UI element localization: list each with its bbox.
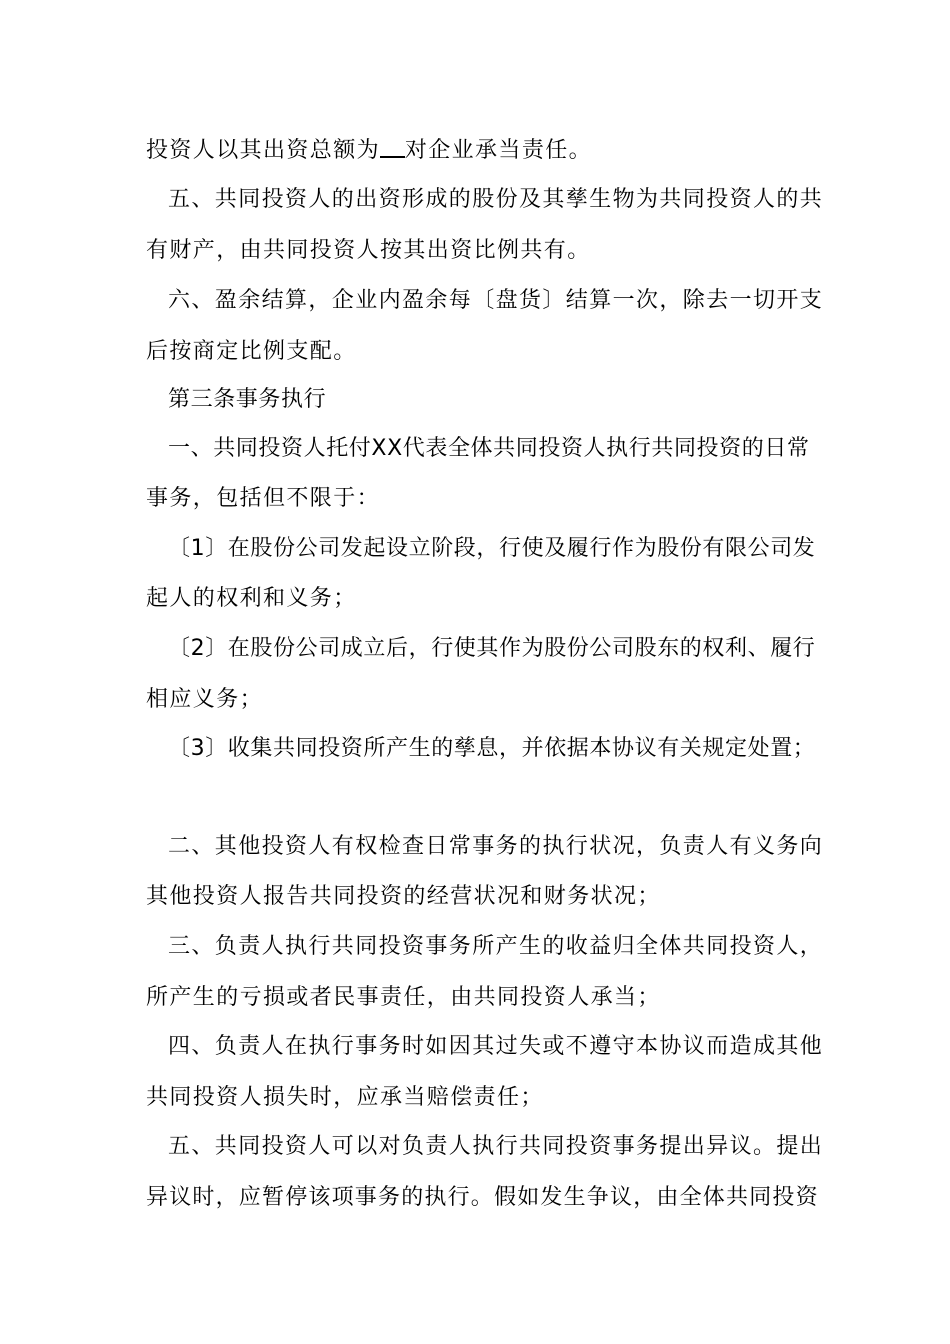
- text-line: 事务，包括但不限于：: [146, 486, 381, 511]
- text-line: 共同投资人损失时，应承当赔偿责任；: [146, 1085, 544, 1110]
- section-heading: 第三条事务执行: [168, 387, 327, 412]
- paragraph-line: 五、共同投资人可以对负责人执行共同投资事务提出异议。提出: [168, 1134, 824, 1159]
- text-line: [146, 136, 592, 166]
- text-line: 异议时，应暂停该项事务的执行。假如发生争议，由全体共同投资: [146, 1185, 819, 1210]
- paragraph-line: 六、盈余结算，企业内盈余每〔盘货〕结算一次，除去一切开支: [168, 288, 824, 313]
- text-line: 其他投资人报告共同投资的经营状况和财务状况；: [146, 884, 661, 909]
- list-item-line: 〔1〕在股份公司发起设立阶段，行使及履行作为股份有限公司发: [168, 536, 816, 561]
- paragraph-line: 二、其他投资人有权检查日常事务的执行状况，负责人有义务向: [168, 834, 824, 859]
- text-line: 所产生的亏损或者民事责任，由共同投资人承当；: [146, 985, 661, 1010]
- paragraph-line: 三、负责人执行共同投资事务所产生的收益归全体共同投资人，: [168, 934, 824, 959]
- paragraph-line: 四、负责人在执行事务时如因其过失或不遵守本协议而造成其他: [168, 1034, 824, 1059]
- fill-in-blank: [380, 136, 405, 158]
- text-line: 有财产，由共同投资人按其出资比例共有。: [146, 238, 591, 263]
- text-line: 后按商定比例支配。: [146, 339, 357, 364]
- list-item-line: 〔2〕在股份公司成立后，行使其作为股份公司股东的权利、履行: [168, 636, 816, 661]
- text-segment: 对企业承当责任。: [404, 138, 593, 163]
- paragraph-line: 五、共同投资人的出资形成的股份及其孳生物为共同投资人的共: [168, 187, 824, 212]
- text-segment: 投资人以其出资总额为: [146, 138, 381, 163]
- text-line: 起人的权利和义务；: [146, 586, 357, 611]
- list-item-line: 〔3〕收集共同投资所产生的孳息，并依据本协议有关规定处置；: [168, 736, 816, 761]
- paragraph-line: 一、共同投资人托付XX代表全体共同投资人执行共同投资的日常: [168, 436, 810, 461]
- text-line: 相应义务；: [146, 687, 264, 712]
